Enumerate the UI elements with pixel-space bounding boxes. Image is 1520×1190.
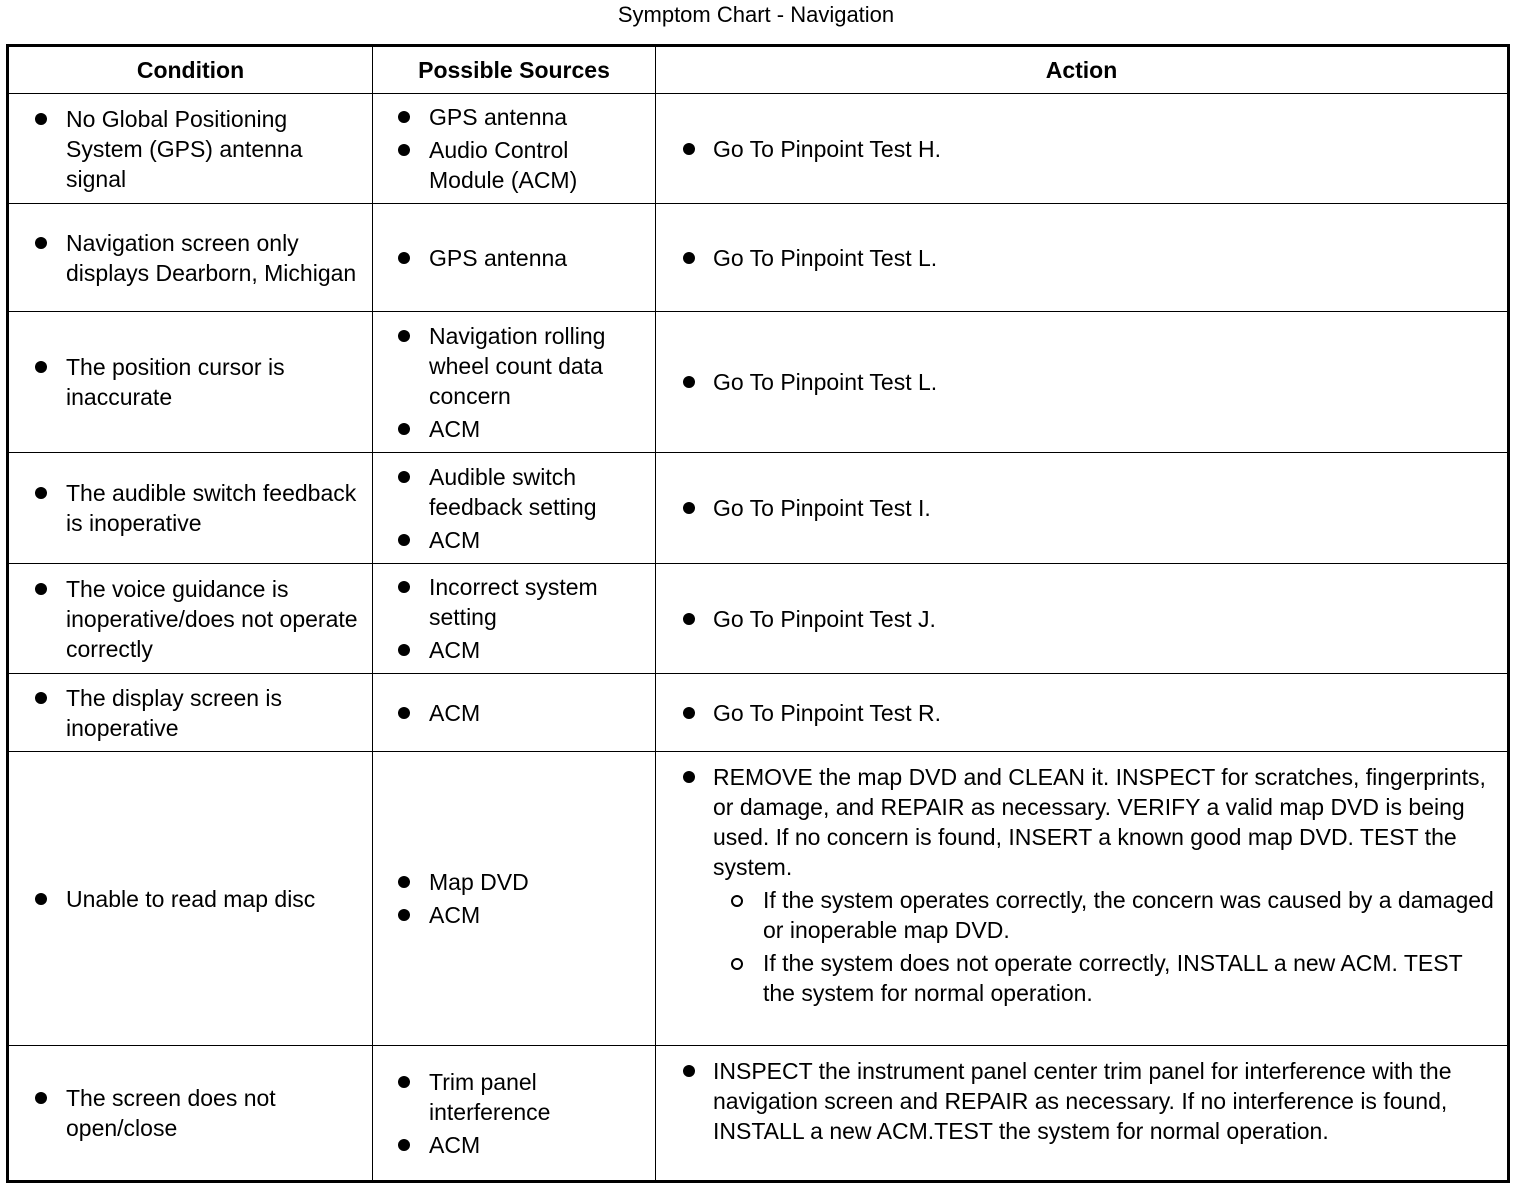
source-item: Audio Control Module (ACM) (373, 135, 655, 195)
sources-cell (373, 564, 656, 674)
table-row (8, 1046, 1509, 1182)
action-cell (656, 674, 1509, 752)
action-cell (656, 204, 1509, 312)
sources-cell (373, 1046, 656, 1182)
condition-cell (8, 312, 373, 453)
action-text: REMOVE the map DVD and CLEAN it. INSPECT for scratches, fingerprints, or damage, and REPAIR as necessary. VERIFY a valid map DVD is being used. If no concern is found, INSERT a known good map DVD. TEST the system. (713, 764, 1486, 880)
source-item: GPS antenna (373, 243, 655, 273)
action-item: Go To Pinpoint Test R. (656, 698, 1507, 728)
sources-cell (373, 204, 656, 312)
action-cell (656, 453, 1509, 564)
condition-item: No Global Positioning System (GPS) antenna signal (9, 104, 372, 194)
sources-cell (373, 453, 656, 564)
condition-item: The voice guidance is inoperative/does not operate correctly (9, 574, 372, 664)
action-subitem: If the system operates correctly, the concern was caused by a damaged or inoperable map DVD. (713, 885, 1501, 945)
action-item: Go To Pinpoint Test I. (656, 493, 1507, 523)
source-item: ACM (373, 698, 655, 728)
action-item: Go To Pinpoint Test H. (656, 134, 1507, 164)
sources-cell (373, 752, 656, 1046)
source-item: ACM (373, 635, 655, 665)
action-cell (656, 312, 1509, 453)
header-condition: Condition (8, 46, 373, 94)
condition-cell (8, 94, 373, 204)
table-row (8, 94, 1509, 204)
source-item: Map DVD (373, 867, 655, 897)
condition-item: The screen does not open/close (9, 1083, 372, 1143)
source-item: Audible switch feedback setting (373, 462, 655, 522)
action-cell (656, 1046, 1509, 1182)
source-item: ACM (373, 525, 655, 555)
condition-cell (8, 752, 373, 1046)
table-row (8, 453, 1509, 564)
condition-cell (8, 1046, 373, 1182)
action-sublist (713, 885, 1501, 1008)
condition-item: Navigation screen only displays Dearborn, Michigan (9, 228, 372, 288)
symptom-chart-table (6, 44, 1510, 1183)
table-row (8, 204, 1509, 312)
sources-cell (373, 312, 656, 453)
action-item: Go To Pinpoint Test L. (656, 367, 1507, 397)
action-item (656, 762, 1507, 1008)
source-item: ACM (373, 414, 655, 444)
source-item: Trim panel interference (373, 1067, 655, 1127)
table-row (8, 752, 1509, 1046)
header-action: Action (656, 46, 1509, 94)
condition-cell (8, 204, 373, 312)
condition-cell (8, 564, 373, 674)
condition-item: The audible switch feedback is inoperative (9, 478, 372, 538)
action-item: INSPECT the instrument panel center trim panel for interference with the navigation screen and REPAIR as necessary. If no interference is found, INSTALL a new ACM.TEST the system for normal operation. (656, 1056, 1507, 1146)
table-row (8, 312, 1509, 453)
condition-cell (8, 453, 373, 564)
source-item: GPS antenna (373, 102, 655, 132)
table-row (8, 674, 1509, 752)
action-cell (656, 752, 1509, 1046)
condition-item: Unable to read map disc (9, 884, 372, 914)
source-item: ACM (373, 900, 655, 930)
action-cell (656, 564, 1509, 674)
action-item: Go To Pinpoint Test L. (656, 243, 1507, 273)
header-possible-sources: Possible Sources (373, 46, 656, 94)
condition-item: The position cursor is inaccurate (9, 352, 372, 412)
condition-item: The display screen is inoperative (9, 683, 372, 743)
action-item: Go To Pinpoint Test J. (656, 604, 1507, 634)
chart-title: Symptom Chart - Navigation (617, 2, 895, 27)
source-item: Incorrect system setting (373, 572, 655, 632)
action-subitem: If the system does not operate correctly, INSTALL a new ACM. TEST the system for normal operation. (713, 948, 1501, 1008)
source-item: ACM (373, 1130, 655, 1160)
action-cell (656, 94, 1509, 204)
table-header-row (8, 46, 1509, 94)
sources-cell (373, 674, 656, 752)
source-item: Navigation rolling wheel count data concern (373, 321, 655, 411)
sources-cell (373, 94, 656, 204)
table-row (8, 564, 1509, 674)
condition-cell (8, 674, 373, 752)
